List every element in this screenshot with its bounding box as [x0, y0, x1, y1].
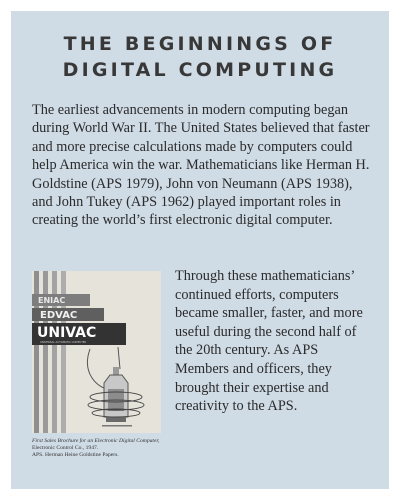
image-caption	[32, 438, 172, 460]
univac-label: UNIVAC	[37, 325, 97, 341]
intro-paragraph: The earliest advancements in modern computing began during World War II. The United States believed that faster and more precise calculations made by computers could help America win the war. Mathematicians like Herman H. Goldstine (APS 1979), John von Neumann (APS 1938), and John Tukey (APS 1962) played important roles in creating the world’s first electronic digital computer.	[32, 102, 370, 229]
side-paragraph: Through these mathematicians’ continued efforts, computers became smaller, faster, and more useful during the second half of the 20th century. As APS Members and officers, they brought their expertise and creativity to the APS.	[175, 268, 363, 415]
brochure-tagline: UNIVERSAL AUTOMATIC COMPUTER	[40, 341, 87, 344]
panel-title	[11, 31, 389, 83]
caption-credit: APS. Herman Heine Goldstine Papers.	[32, 452, 119, 459]
caption-title: First Sales Brochure for an Electronic Digital Computer,	[32, 438, 160, 444]
brochure-image	[32, 271, 161, 433]
exhibit-panel	[11, 11, 389, 489]
brochure-illustration	[32, 271, 161, 433]
caption-source: Electronic Control Co., 1947.	[32, 445, 99, 452]
title-line-1: THE BEGINNINGS OF	[63, 33, 337, 55]
edvac-label: EDVAC	[40, 310, 78, 321]
eniac-label: ENIAC	[38, 296, 66, 305]
fine-print	[102, 425, 132, 427]
tube-base	[106, 417, 126, 422]
tube-cap	[113, 367, 119, 375]
title-line-2: DIGITAL COMPUTING	[62, 59, 338, 81]
